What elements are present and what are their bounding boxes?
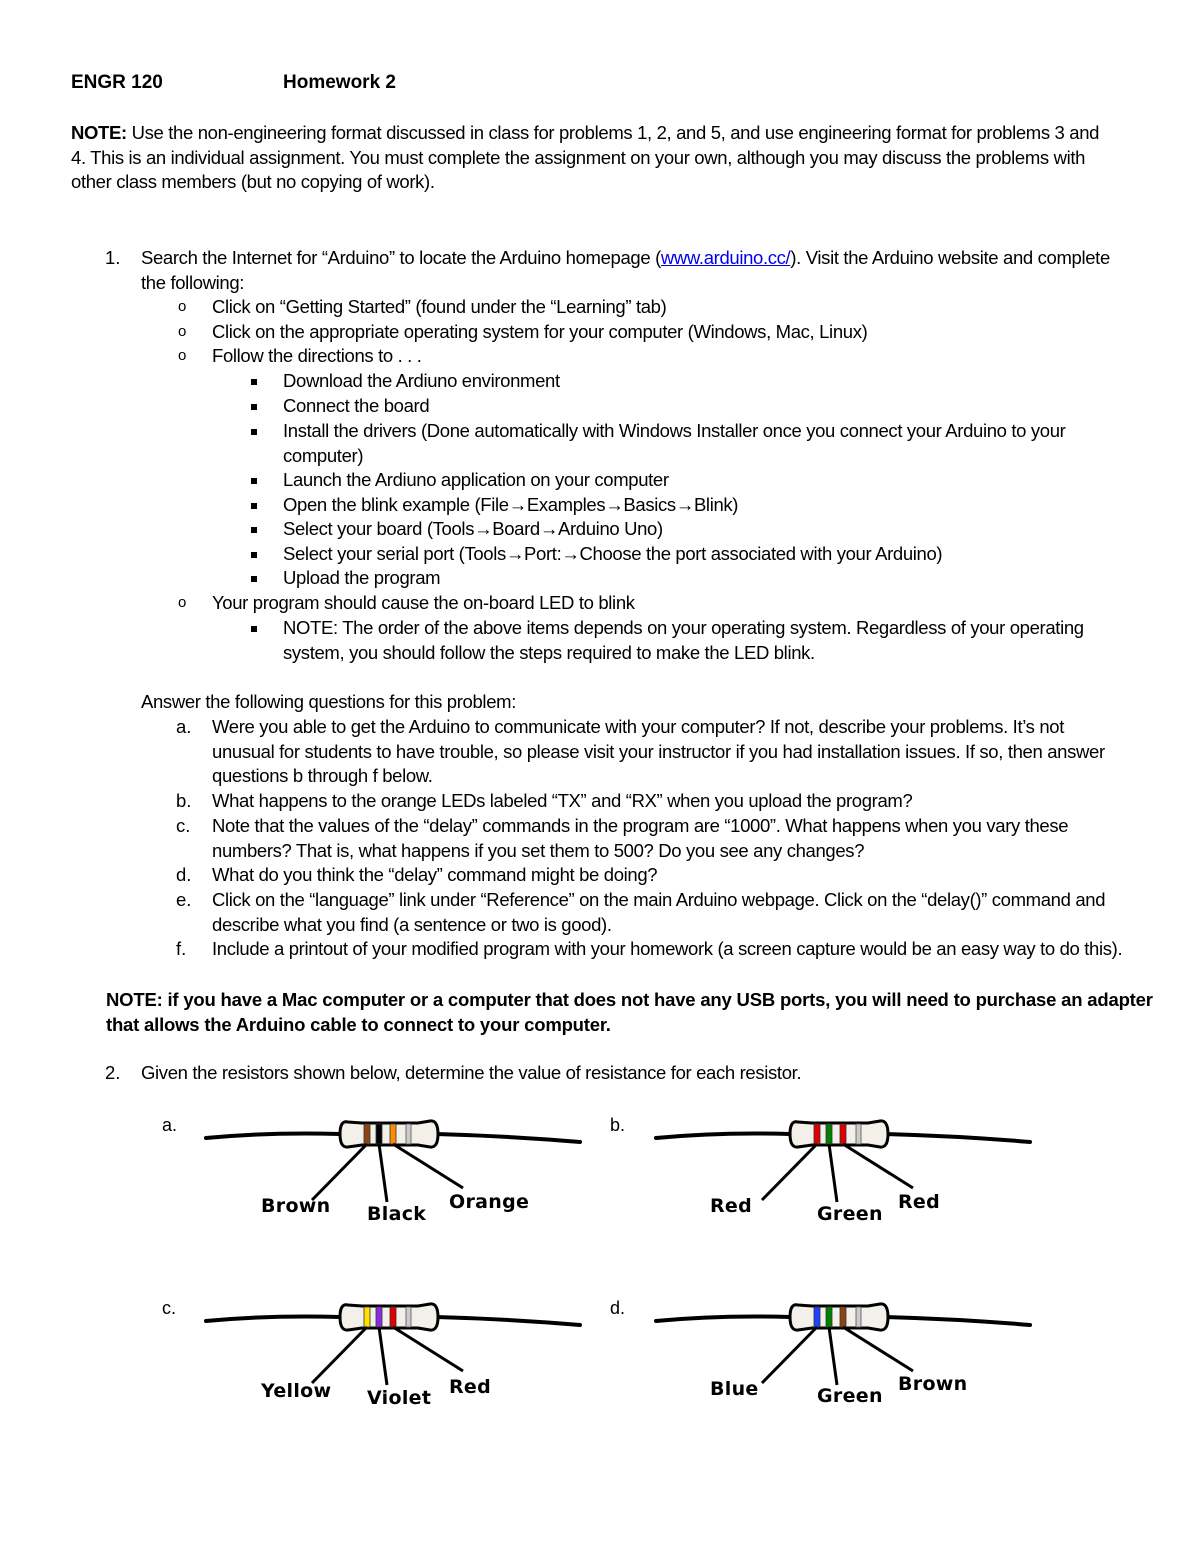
- step-4-note: NOTE: The order of the above items depends on your operating system. Regardless of your operating system, you should follow the steps required to make the LED blink.: [283, 617, 1084, 663]
- step-2: Click on the appropriate operating system for your computer (Windows, Mac, Linux): [212, 321, 868, 342]
- resistor-b-letter: b.: [610, 1115, 626, 1135]
- bullet-square: [251, 527, 257, 533]
- resistor-band-1: [814, 1307, 820, 1327]
- resistor-d-letter: d.: [610, 1298, 626, 1318]
- bullet-square: [251, 552, 257, 558]
- resistor-body: [340, 1121, 438, 1147]
- pointer-line-3: [843, 1327, 913, 1371]
- pointer-line-2: [829, 1144, 837, 1202]
- resistor-lead-left: [206, 1317, 340, 1322]
- problem-1-intro: Search the Internet for “Arduino” to locate the Arduino homepage (www.arduino.cc/). Visit the Arduino website and complete the following:: [141, 247, 1110, 293]
- direction-3: Install the drivers (Done automatically with Windows Installer once you connect your Arduino to your computer): [283, 420, 1066, 466]
- resistor-c-band-1-label: Yellow: [261, 1380, 332, 1402]
- bullet-o: o: [178, 323, 187, 340]
- resistor-lead-left: [206, 1134, 340, 1139]
- bullet-square: [251, 478, 257, 484]
- bullet-square: [251, 404, 257, 410]
- pointer-line-2: [379, 1327, 387, 1385]
- note-paragraph: [71, 121, 1171, 195]
- resistor-c-band-3-label: Red: [449, 1376, 492, 1398]
- pointer-line-1: [312, 1327, 367, 1383]
- resistor-b-band-3-label: Red: [898, 1191, 941, 1213]
- step-4: Your program should cause the on-board LED to blink: [212, 592, 635, 613]
- resistor-d-band-3-label: Brown: [898, 1373, 968, 1395]
- question-e: Click on the “language” link under “Reference” on the main Arduino webpage. Click on the “delay()” command and describe what you find (a sentence or two is good).: [212, 889, 1106, 935]
- bullet-square: [251, 429, 257, 435]
- step-3: Follow the directions to . . .: [212, 345, 422, 366]
- bullet-square: [251, 626, 257, 632]
- resistor-d-band-1-label: Blue: [710, 1378, 759, 1400]
- note-line-3: other class members (but no copying of work).: [71, 171, 435, 192]
- resistor-b-band-1-label: Red: [710, 1195, 753, 1217]
- course-code: ENGR 120: [71, 72, 163, 93]
- note-line-2: 4. This is an individual assignment. You must complete the assignment on your own, although you may discuss the problems with: [71, 146, 1086, 168]
- question-letter: e.: [176, 889, 192, 910]
- resistor-body: [790, 1121, 888, 1147]
- bullet-square: [251, 379, 257, 385]
- pointer-line-3: [393, 1327, 463, 1371]
- resistor-a-band-1-label: Brown: [261, 1195, 331, 1217]
- question-letter: c.: [176, 815, 191, 836]
- homework-title: Homework 2: [283, 72, 396, 93]
- resistor-band-3: [390, 1307, 396, 1327]
- resistor-band-2: [826, 1124, 832, 1144]
- direction-4: Launch the Ardiuno application on your computer: [283, 469, 669, 490]
- resistor-lead-left: [656, 1134, 790, 1139]
- pointer-line-3: [843, 1144, 913, 1188]
- question-a: Were you able to get the Arduino to communicate with your computer? If not, describe your problems. It’s not unusual for students to have trouble, so please visit your instructor if you had installation issues. If so, then answer questions b through f below.: [212, 716, 1105, 786]
- problem-2-text: Given the resistors shown below, determine the value of resistance for each resistor.: [141, 1062, 802, 1083]
- arduino-link[interactable]: www.arduino.cc/: [660, 247, 791, 268]
- resistor-band-1: [364, 1124, 370, 1144]
- resistor-lead-right: [886, 1134, 1030, 1142]
- resistor-tolerance-band: [406, 1124, 411, 1144]
- question-b: What happens to the orange LEDs labeled “TX” and “RX” when you upload the program?: [212, 790, 913, 811]
- pointer-line-1: [762, 1144, 817, 1200]
- question-c: Note that the values of the “delay” commands in the program are “1000”. What happens when you vary these numbers? That is, what happens if you set them to 500? Do you see any changes?: [212, 815, 1069, 861]
- note-label: NOTE:: [71, 122, 127, 143]
- direction-8: Upload the program: [283, 567, 441, 588]
- resistor-d-band-2-label: Green: [817, 1385, 883, 1407]
- problem-1-number: 1.: [105, 247, 121, 268]
- problem-2-number: 2.: [105, 1062, 121, 1083]
- question-letter: d.: [176, 864, 192, 885]
- resistor-band-2: [826, 1307, 832, 1327]
- question-letter: b.: [176, 790, 192, 811]
- resistor-a-letter: a.: [162, 1115, 178, 1135]
- resistor-band-3: [840, 1307, 846, 1327]
- resistor-tolerance-band: [856, 1307, 861, 1327]
- resistor-body: [790, 1304, 888, 1330]
- pointer-line-1: [762, 1327, 817, 1383]
- resistor-c-band-2-label: Violet: [367, 1387, 432, 1409]
- resistor-band-3: [390, 1124, 396, 1144]
- resistor-band-1: [364, 1307, 370, 1327]
- resistor-tolerance-band: [406, 1307, 411, 1327]
- bullet-o: o: [178, 298, 187, 315]
- bullet-square: [251, 503, 257, 509]
- direction-7: Select your serial port (Tools→Port:→Choose the port associated with your Arduino): [283, 543, 943, 564]
- resistor-band-2: [376, 1124, 382, 1144]
- answer-intro: Answer the following questions for this problem:: [141, 691, 516, 712]
- resistor-tolerance-band: [856, 1124, 861, 1144]
- resistor-lead-left: [656, 1317, 790, 1322]
- question-f: Include a printout of your modified program with your homework (a screen capture would be an easy way to do this).: [212, 938, 1123, 959]
- resistor-body: [340, 1304, 438, 1330]
- pointer-line-2: [379, 1144, 387, 1202]
- question-letter: f.: [176, 938, 187, 959]
- bullet-o: o: [178, 347, 187, 364]
- resistor-lead-right: [886, 1317, 1030, 1325]
- direction-5: Open the blink example (File→Examples→Basics→Blink): [283, 494, 739, 515]
- bullet-o: o: [178, 594, 187, 611]
- note-line-1: NOTE: Use the non-engineering format discussed in class for problems 1, 2, and 5, and use engineering format for problems 3 and: [71, 122, 1100, 143]
- direction-6: Select your board (Tools→Board→Arduino Uno): [283, 518, 663, 539]
- question-letter: a.: [176, 716, 192, 737]
- resistor-a-band-3-label: Orange: [449, 1191, 530, 1213]
- step-1: Click on “Getting Started” (found under the “Learning” tab): [212, 296, 667, 317]
- resistor-band-2: [376, 1307, 382, 1327]
- resistor-a-band-2-label: Black: [367, 1203, 427, 1225]
- direction-2: Connect the board: [283, 395, 430, 416]
- pointer-line-2: [829, 1327, 837, 1385]
- resistor-band-3: [840, 1124, 846, 1144]
- resistor-band-1: [814, 1124, 820, 1144]
- bullet-square: [251, 576, 257, 582]
- pointer-line-1: [312, 1144, 367, 1200]
- mac-note: NOTE: if you have a Mac computer or a computer that does not have any USB ports, you will need to purchase an adapter that allows the Arduino cable to connect to your computer.: [106, 989, 1153, 1035]
- pointer-line-3: [393, 1144, 463, 1188]
- resistor-b-band-2-label: Green: [817, 1203, 883, 1225]
- resistor-lead-right: [436, 1134, 580, 1142]
- direction-1: Download the Ardiuno environment: [283, 370, 560, 391]
- resistor-c-letter: c.: [162, 1298, 177, 1318]
- resistor-lead-right: [436, 1317, 580, 1325]
- question-d: What do you think the “delay” command might be doing?: [212, 864, 658, 885]
